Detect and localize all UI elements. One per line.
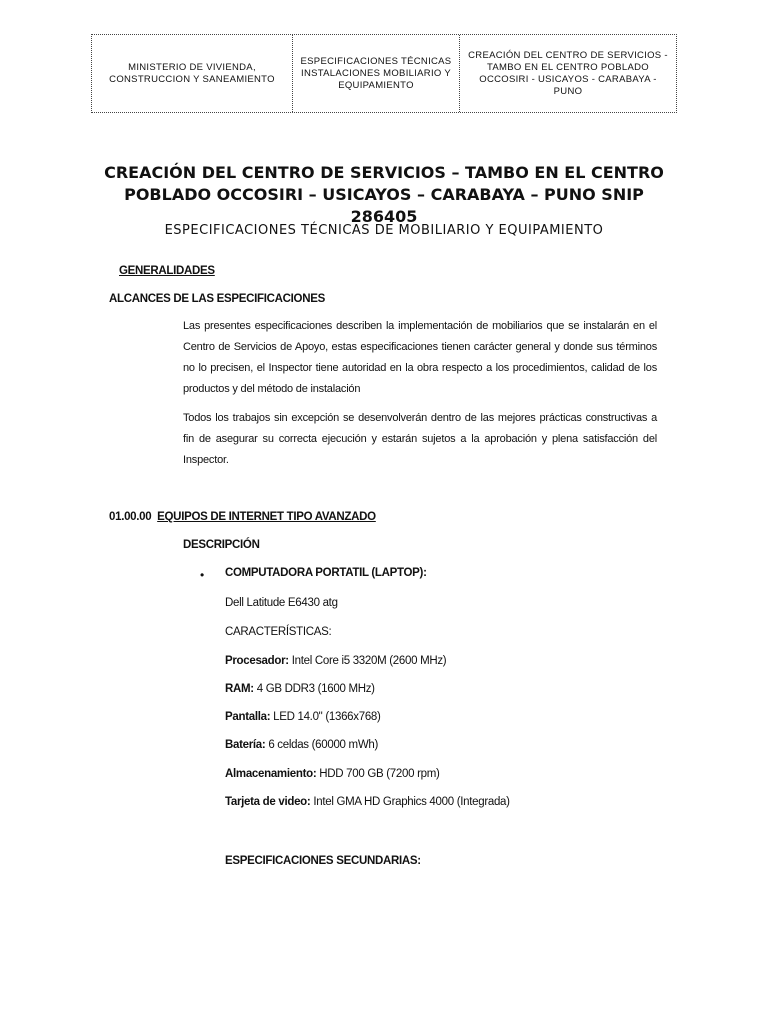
spec-value: Intel Core i5 3320M (2600 MHz): [288, 655, 447, 667]
spec-row: [225, 682, 375, 696]
spec-label: RAM:: [225, 683, 254, 695]
heading-descripcion: DESCRIPCIÓN: [183, 539, 260, 551]
spec-value: HDD 700 GB (7200 rpm): [316, 768, 440, 780]
section-title: EQUIPOS DE INTERNET TIPO AVANZADO: [157, 511, 376, 523]
section-code: 01.00.00: [109, 511, 152, 523]
spec-value: 6 celdas (60000 mWh): [265, 739, 379, 751]
title-line-2: POBLADO OCCOSIRI – USICAYOS – CARABAYA – PUNO SNIP 286405: [124, 185, 644, 226]
paragraph-alcances-2: Todos los trabajos sin excepción se desenvolverán dentro de las mejores prácticas constructivas a fin de asegurar su correcta ejecución y estarán sujetos a la aprobación y plena satisfacción del Inspector.: [183, 412, 657, 466]
heading-alcances: ALCANCES DE LAS ESPECIFICACIONES: [109, 293, 325, 305]
item-title: COMPUTADORA PORTATIL (LAPTOP):: [225, 567, 427, 579]
title-line-1: CREACIÓN DEL CENTRO DE SERVICIOS – TAMBO EN EL CENTRO: [104, 163, 664, 182]
header-ministry-cell: MINISTERIO DE VIVIENDA, CONSTRUCCION Y SANEAMIENTO: [92, 35, 293, 112]
spec-label: Batería:: [225, 739, 266, 751]
spec-row: [225, 710, 381, 724]
item-model: Dell Latitude E6430 atg: [225, 597, 338, 609]
document-title: [95, 162, 673, 228]
spec-row: [225, 738, 378, 752]
header-specs-cell: ESPECIFICACIONES TÉCNICAS INSTALACIONES MOBILIARIO Y EQUIPAMIENTO: [293, 35, 460, 112]
spec-label: Procesador:: [225, 655, 289, 667]
section-heading: [109, 510, 376, 524]
spec-row: [225, 654, 446, 668]
header-project-cell: CREACIÓN DEL CENTRO DE SERVICIOS - TAMBO EN EL CENTRO POBLADO OCCOSIRI - USICAYOS - CARABAYA - PUNO: [468, 49, 668, 97]
heading-secundarias: ESPECIFICACIONES SECUNDARIAS:: [225, 855, 421, 867]
spec-value: 4 GB DDR3 (1600 MHz): [253, 683, 375, 695]
heading-generalidades: GENERALIDADES: [119, 265, 215, 277]
spec-label: Almacenamiento:: [225, 768, 317, 780]
spec-row: [225, 767, 440, 781]
spec-row: [225, 795, 510, 809]
spec-value: Intel GMA HD Graphics 4000 (Integrada): [310, 796, 510, 808]
spec-label: Tarjeta de video:: [225, 796, 311, 808]
spec-value: LED 14.0" (1366x768): [270, 711, 381, 723]
bullet-icon: •: [200, 568, 205, 582]
document-header-table: [91, 34, 677, 113]
paragraph-alcances-1: Las presentes especificaciones describen la implementación de mobiliarios que se instalarán en el Centro de Servicios de Apoyo, estas especificaciones tienen carácter general y donde sus términos no lo precisen, el Inspector tiene autoridad en la obra respecto a los procedimientos, calidad de los productos y del método de instalación: [183, 320, 657, 395]
heading-caracteristicas: CARACTERÍSTICAS:: [225, 626, 332, 638]
document-subtitle: ESPECIFICACIONES TÉCNICAS DE MOBILIARIO Y EQUIPAMIENTO: [164, 223, 604, 238]
spec-label: Pantalla:: [225, 711, 271, 723]
